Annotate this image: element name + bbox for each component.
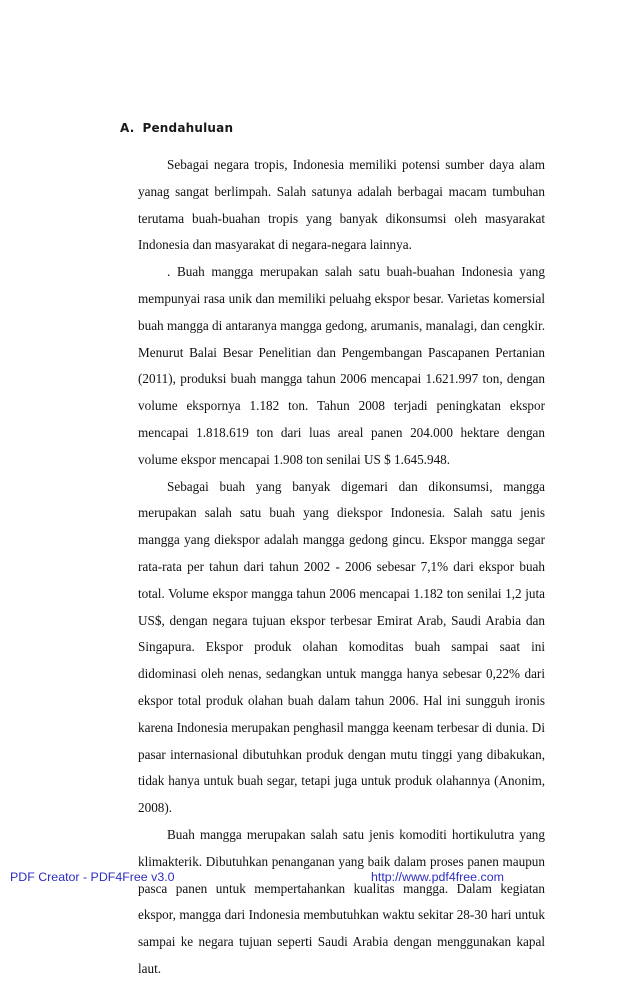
section-number: A. xyxy=(120,121,135,135)
paragraph: . Buah mangga merupakan salah satu buah-buahan Indonesia yang mempunyai rasa unik dan memiliki peluahg ekspor besar. Varietas komersial buah mangga di antaranya mangga gedong, arumanis, manalagi, dan cengkir. Menurut Balai Besar Penelitian dan Pengembangan Pascapanen Pertanian (2011), produksi buah mangga tahun 2006 mencapai 1.621.997 ton, dengan volume ekspornya 1.182 ton. Tahun 2008 terjadi peningkatan ekspor mencapai 1.818.619 ton dari luas areal panen 204.000 hektare dengan volume ekspor mencapai 1.908 ton senilai US $ 1.645.948. xyxy=(138,264,545,467)
body-text xyxy=(138,152,545,983)
footer-url-link[interactable]: http://www.pdf4free.com xyxy=(371,870,504,884)
section-heading xyxy=(120,121,233,135)
paragraph: Buah mangga merupakan salah satu jenis komoditi hortikulutra yang klimakterik. Dibutuhkan penanganan yang baik dalam proses panen maupun pasca panen untuk mempertahankan kualitas mangga. Dalam kegiatan ekspor, mangga dari Indonesia membutuhkan waktu sekitar 28-30 hari untuk sampai ke negara tujuan seperti Saudi Arabia dengan menggunakan kapal laut. xyxy=(138,826,545,976)
paragraph: Sebagai negara tropis, Indonesia memiliki potensi sumber daya alam yanag sangat berlimpah. Salah satunya adalah berbagai macam tumbuhan terutama buah-buahan tropis yang banyak dikonsumsi oleh masyarakat Indonesia dan masyarakat di negara-negara lainnya. xyxy=(138,157,545,253)
paragraph: Sebagai buah yang banyak digemari dan dikonsumsi, mangga merupakan salah satu buah yang diekspor Indonesia. Salah satu jenis mangga yang diekspor adalah mangga gedong gincu. Ekspor mangga segar rata-rata per tahun dari tahun 2002 - 2006 sebesar 7,1% dari ekspor buah total. Volume ekspor mangga tahun 2006 mencapai 1.182 ton senilai 1,2 juta US$, dengan negara tujuan ekspor terbesar Emirat Arab, Saudi Arabia dan Singapura. Ekspor produk olahan komoditas buah sampai saat ini didominasi oleh nenas, sedangkan untuk mangga hanya sebesar 0,22% dari ekspor total produk olahan buah dalam tahun 2006. Hal ini sungguh ironis karena Indonesia merupakan penghasil mangga keenam terbesar di dunia. Di pasar internasional dibutuhkan produk dengan mutu tinggi yang dibakukan, tidak hanya untuk buah segar, tetapi juga untuk produk olahannya (Anonim, 2008). xyxy=(138,478,545,816)
footer-creator-text: PDF Creator - PDF4Free v3.0 xyxy=(10,870,175,884)
section-title: Pendahuluan xyxy=(142,121,234,135)
